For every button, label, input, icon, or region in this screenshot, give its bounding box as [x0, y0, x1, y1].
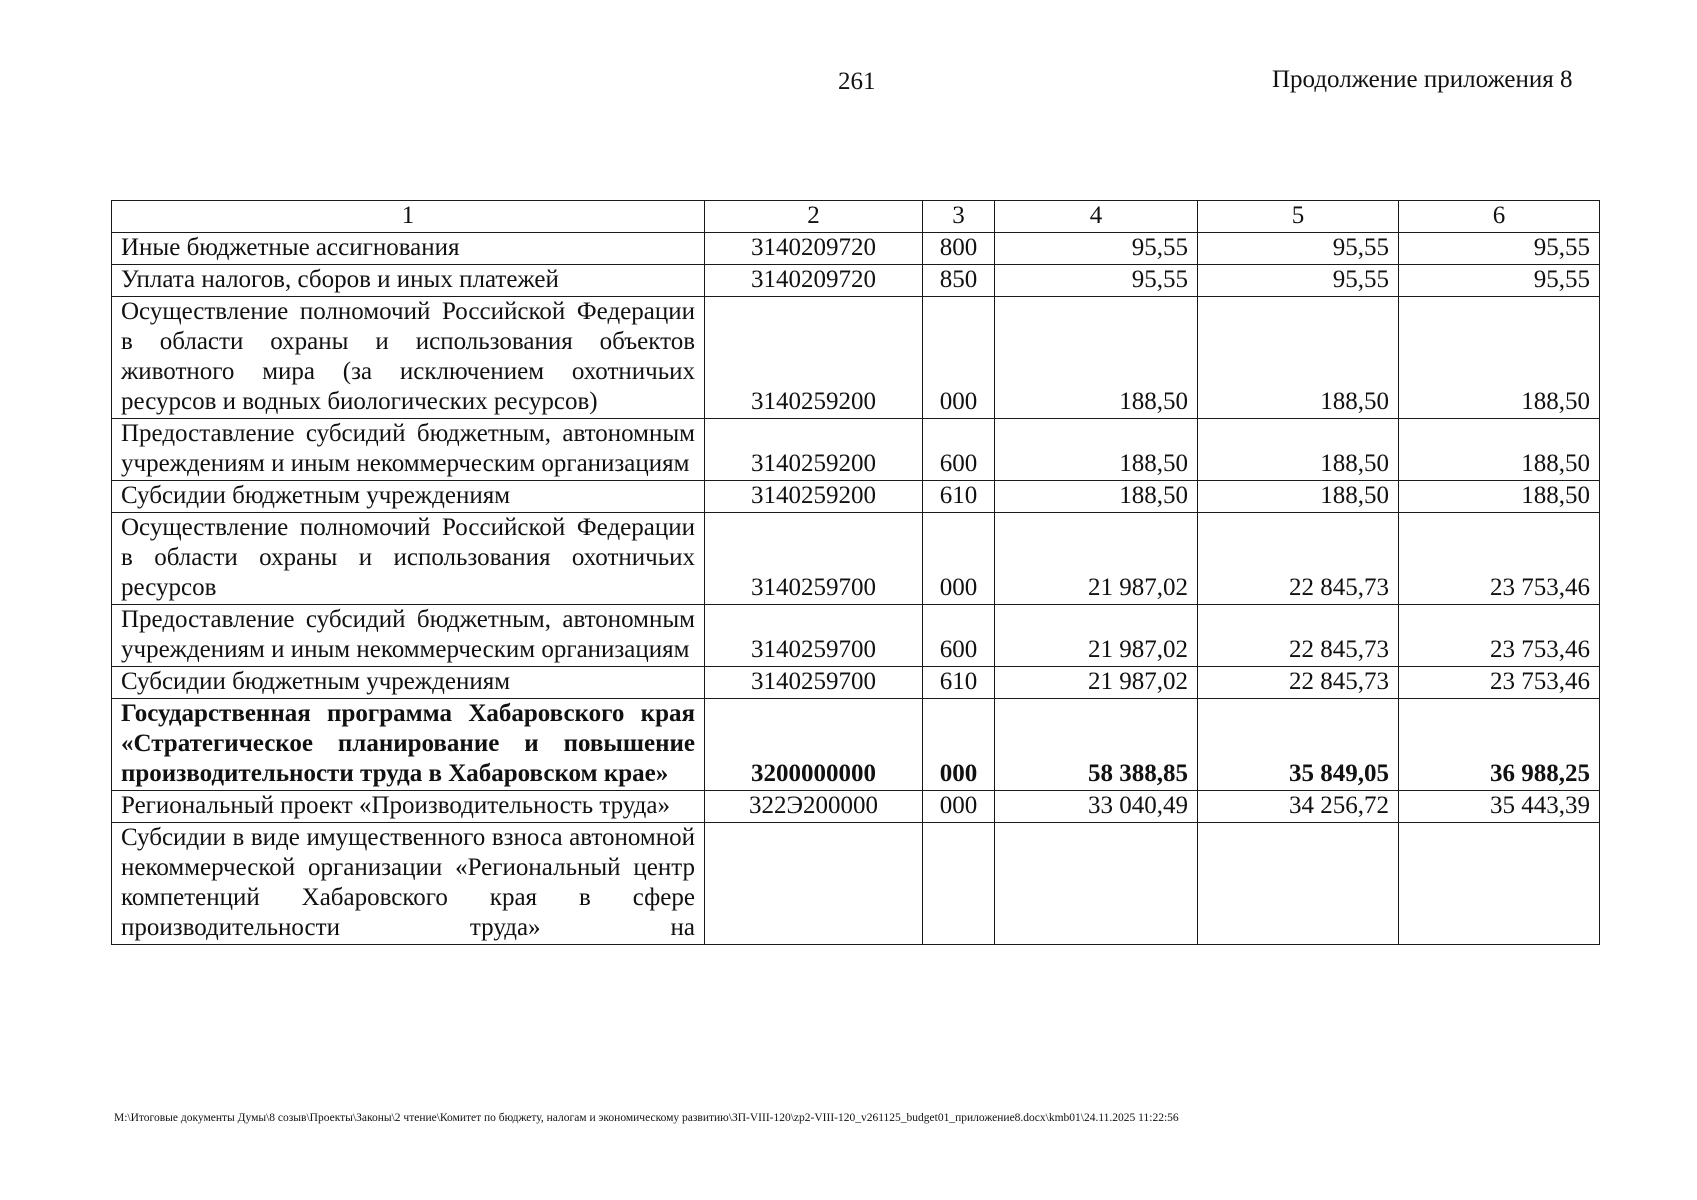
row-value-4: 21 987,02 [995, 667, 1198, 699]
row-code: 3140209720 [705, 233, 923, 265]
row-value-6: 23 753,46 [1399, 513, 1600, 605]
row-value-4: 21 987,02 [995, 513, 1198, 605]
row-type [923, 823, 995, 945]
row-value-5: 22 845,73 [1198, 605, 1399, 667]
column-header-4: 4 [995, 201, 1198, 233]
row-type: 800 [923, 233, 995, 265]
document-file-path: M:\Итоговые документы Думы\8 созыв\Проекты\Законы\2 чтение\Комитет по бюджету, налогам и экономическому развитию\ЗП-VIII-120\zp2-VIII-120_v261125_budget01_приложение8.docx\kmb01\24.11.2025 11:22:56 [114, 1112, 1179, 1124]
row-value-4: 188,50 [995, 419, 1198, 481]
row-value-5: 34 256,72 [1198, 791, 1399, 823]
row-value-6: 23 753,46 [1399, 605, 1600, 667]
page-number: 261 [838, 68, 876, 95]
table-row [112, 605, 1600, 667]
row-code: 3140259200 [705, 297, 923, 419]
row-code: 3140259200 [705, 481, 923, 513]
row-name: Иные бюджетные ассигнования [112, 233, 705, 265]
row-value-4: 95,55 [995, 265, 1198, 297]
row-value-5: 188,50 [1198, 419, 1399, 481]
row-name: Субсидии бюджетным учреждениям [112, 481, 705, 513]
table-row-continued [112, 823, 1600, 945]
row-code: 3140259700 [705, 513, 923, 605]
row-name: Государственная программа Хабаровского края «Стратегическое планирование и повышение производительности труда в Хабаровском крае» [112, 699, 705, 791]
row-type: 000 [923, 791, 995, 823]
budget-table [111, 200, 1600, 945]
table-row [112, 297, 1600, 419]
row-value-6: 188,50 [1399, 481, 1600, 513]
row-value-5: 188,50 [1198, 481, 1399, 513]
table-row [112, 265, 1600, 297]
row-name: Осуществление полномочий Российской Федерации в области охраны и использования охотничьих ресурсов [112, 513, 705, 605]
row-value-6: 35 443,39 [1399, 791, 1600, 823]
row-type: 000 [923, 699, 995, 791]
row-code: 3200000000 [705, 699, 923, 791]
row-name: Субсидии в виде имущественного взноса автономной некоммерческой организации «Региональный центр компетенций Хабаровского края в сфере производительности труда» на [112, 823, 705, 945]
row-value-6 [1399, 823, 1600, 945]
row-type: 600 [923, 419, 995, 481]
table-row [112, 481, 1600, 513]
row-value-4: 33 040,49 [995, 791, 1198, 823]
row-value-4: 58 388,85 [995, 699, 1198, 791]
row-value-6: 36 988,25 [1399, 699, 1600, 791]
row-value-6: 188,50 [1399, 419, 1600, 481]
row-name: Субсидии бюджетным учреждениям [112, 667, 705, 699]
row-value-4: 95,55 [995, 233, 1198, 265]
row-type: 000 [923, 297, 995, 419]
table-row [112, 513, 1600, 605]
row-type: 600 [923, 605, 995, 667]
row-value-6: 95,55 [1399, 265, 1600, 297]
row-code [705, 823, 923, 945]
table-row [112, 233, 1600, 265]
row-value-5: 95,55 [1198, 233, 1399, 265]
row-type: 000 [923, 513, 995, 605]
row-type: 610 [923, 481, 995, 513]
row-code: 3140259700 [705, 605, 923, 667]
table-header-row [112, 201, 1600, 233]
table-row-program-total [112, 699, 1600, 791]
row-code: 3140259700 [705, 667, 923, 699]
row-value-4 [995, 823, 1198, 945]
row-value-6: 188,50 [1399, 297, 1600, 419]
table-row [112, 667, 1600, 699]
table-row [112, 419, 1600, 481]
row-type: 850 [923, 265, 995, 297]
row-value-4: 21 987,02 [995, 605, 1198, 667]
row-value-5 [1198, 823, 1399, 945]
row-value-4: 188,50 [995, 481, 1198, 513]
row-value-5: 35 849,05 [1198, 699, 1399, 791]
table-row [112, 791, 1600, 823]
row-code: 3140209720 [705, 265, 923, 297]
row-value-6: 23 753,46 [1399, 667, 1600, 699]
row-value-6: 95,55 [1399, 233, 1600, 265]
row-code: 322Э200000 [705, 791, 923, 823]
row-value-4: 188,50 [995, 297, 1198, 419]
appendix-continuation-label: Продолжение приложения 8 [1272, 66, 1573, 93]
row-value-5: 22 845,73 [1198, 667, 1399, 699]
row-name: Региональный проект «Производительность труда» [112, 791, 705, 823]
column-header-1: 1 [112, 201, 705, 233]
column-header-3: 3 [923, 201, 995, 233]
column-header-6: 6 [1399, 201, 1600, 233]
column-header-5: 5 [1198, 201, 1399, 233]
row-value-5: 22 845,73 [1198, 513, 1399, 605]
row-name: Осуществление полномочий Российской Федерации в области охраны и использования объектов животного мира (за исключением охотничьих ресурсов и водных биологических ресурсов) [112, 297, 705, 419]
row-name: Предоставление субсидий бюджетным, автономным учреждениям и иным некоммерческим организациям [112, 419, 705, 481]
row-value-5: 95,55 [1198, 265, 1399, 297]
row-code: 3140259200 [705, 419, 923, 481]
row-value-5: 188,50 [1198, 297, 1399, 419]
row-type: 610 [923, 667, 995, 699]
row-name: Уплата налогов, сборов и иных платежей [112, 265, 705, 297]
column-header-2: 2 [705, 201, 923, 233]
row-name: Предоставление субсидий бюджетным, автономным учреждениям и иным некоммерческим организациям [112, 605, 705, 667]
